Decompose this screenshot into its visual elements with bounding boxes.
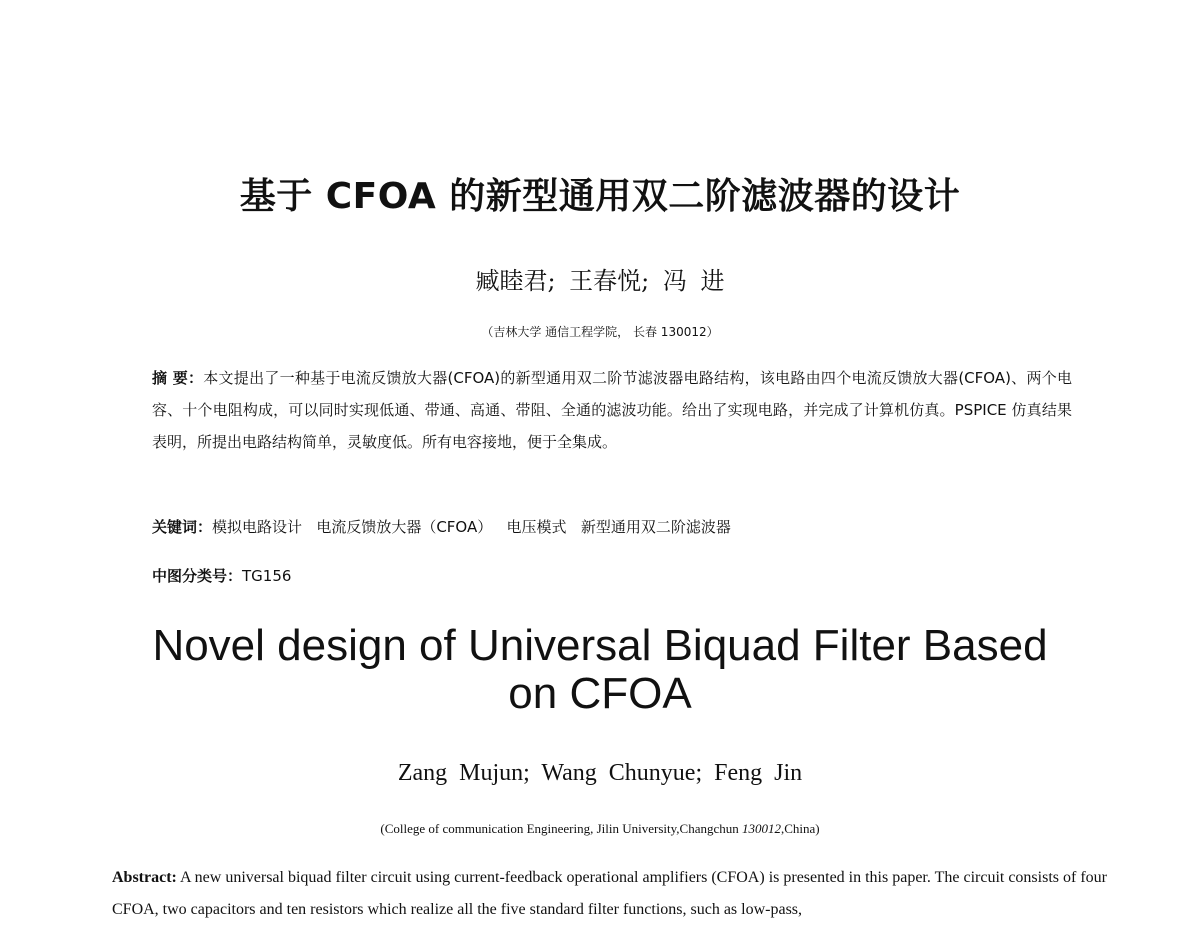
chinese-keywords-text: 模拟电路设计 电流反馈放大器（CFOA） 电压模式 新型通用双二阶滤波器 bbox=[212, 518, 731, 536]
english-affiliation-post: ,China) bbox=[781, 821, 820, 836]
chinese-abstract-text: 本文提出了一种基于电流反馈放大器(CFOA)的新型通用双二阶节滤波器电路结构，该电路由四个电流反馈放大器(CFOA)、两个电容、十个电阻构成，可以同时实现低通、带通、高通、带阻、全通的滤波功能。给出了实现电路，并完成了计算机仿真。PSPICE 仿真结果表明，所提出电路结构简单，灵敏度低。所有电容接地，便于全集成。 bbox=[152, 369, 1072, 451]
chinese-keywords bbox=[152, 516, 1072, 537]
chinese-classification-code: TG156 bbox=[242, 567, 292, 585]
english-authors: Zang Mujun; Wang Chunyue; Feng Jin bbox=[397, 760, 803, 786]
chinese-affiliation: （吉林大学 通信工程学院， 长春 130012） bbox=[481, 325, 719, 339]
english-title bbox=[0, 622, 1200, 718]
english-affiliation bbox=[0, 821, 1200, 837]
chinese-abstract-label: 摘 要： bbox=[152, 369, 204, 387]
chinese-classification bbox=[152, 565, 291, 586]
english-abstract-label: Abstract: bbox=[112, 869, 177, 886]
english-title-line-2: on CFOA bbox=[508, 669, 692, 718]
chinese-title: 基于 CFOA 的新型通用双二阶滤波器的设计 bbox=[239, 176, 961, 217]
english-abstract bbox=[112, 862, 1122, 926]
english-title-line-1: Novel design of Universal Biquad Filter Based bbox=[152, 621, 1048, 670]
english-affiliation-pre: (College of communication Engineering, Jilin University,Changchun bbox=[380, 821, 742, 836]
chinese-abstract bbox=[152, 362, 1072, 458]
chinese-authors: 臧睦君; 王春悦; 冯 进 bbox=[475, 267, 725, 295]
english-abstract-text: A new universal biquad filter circuit using current-feedback operational amplifiers (CFOA) is presented in this paper. The circuit consists of four CFOA, two capacitors and ten resistors which realize all the five standard filter functions, such as low-pass, bbox=[112, 869, 1107, 918]
chinese-classification-label: 中图分类号： bbox=[152, 567, 243, 585]
english-affiliation-postcode: 130012 bbox=[742, 821, 781, 836]
chinese-keywords-label: 关键词： bbox=[152, 518, 213, 536]
